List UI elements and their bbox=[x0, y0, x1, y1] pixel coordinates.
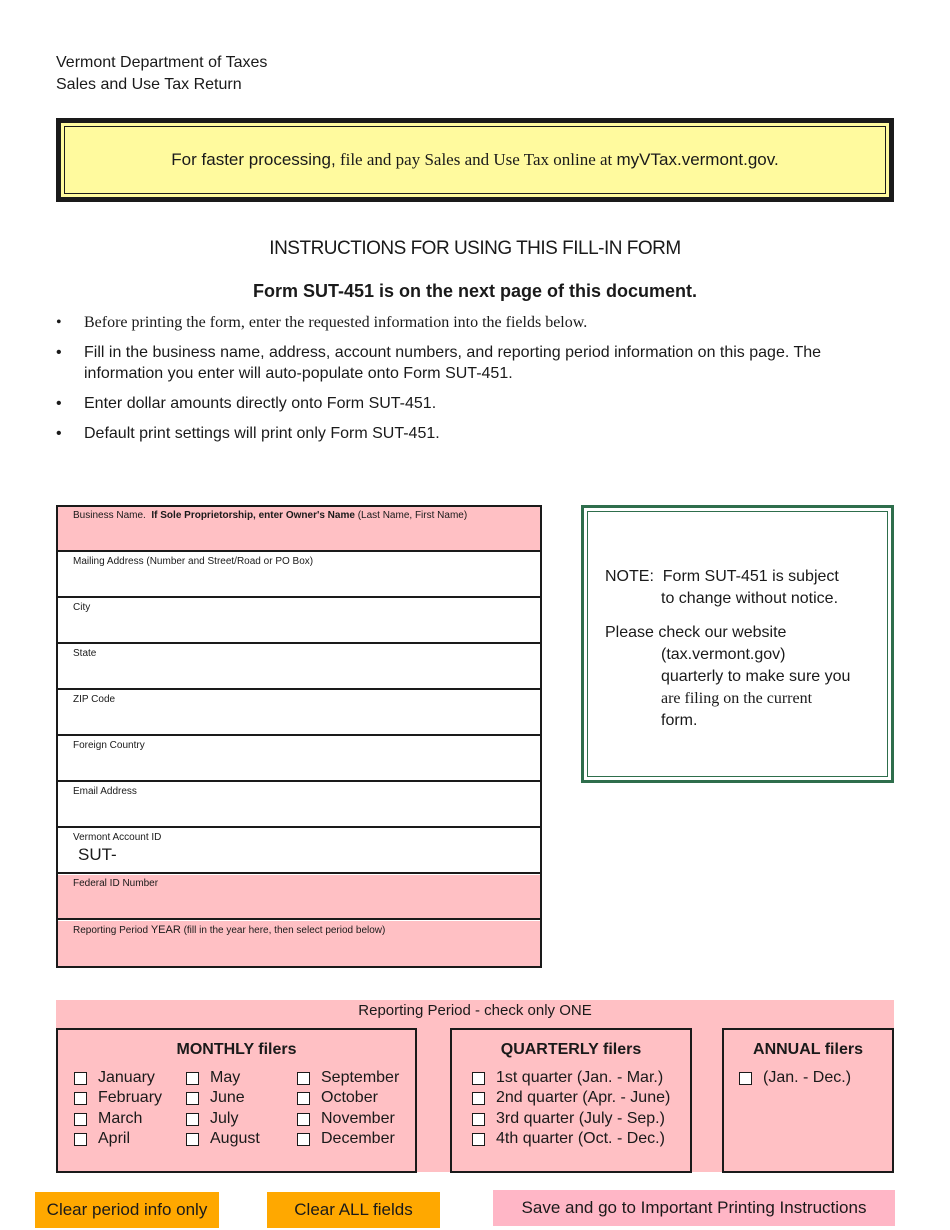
foreign-country-input[interactable] bbox=[73, 753, 534, 779]
city-field[interactable] bbox=[58, 599, 540, 644]
annual-filers-box bbox=[722, 1028, 894, 1173]
zip-field[interactable] bbox=[58, 691, 540, 736]
checkbox-quarter-2[interactable]: 2nd quarter (Apr. - June) bbox=[472, 1088, 670, 1108]
list-item: • Fill in the business name, address, account numbers, and reporting period information on this page. The information you enter will auto-populate onto Form SUT-451. bbox=[56, 344, 822, 382]
reporting-period-heading: Reporting Period - check only ONE bbox=[56, 1000, 894, 1026]
business-info-fields bbox=[56, 505, 542, 968]
checkbox-march[interactable]: March bbox=[74, 1109, 142, 1129]
foreign-country-field[interactable] bbox=[58, 737, 540, 782]
instructions-subtitle: Form SUT-451 is on the next page of this document. bbox=[252, 281, 698, 301]
list-item: • Default print settings will print only Form SUT-451. bbox=[56, 425, 440, 442]
bullet-icon: • bbox=[56, 425, 62, 442]
checkbox-quarter-1[interactable]: 1st quarter (Jan. - Mar.) bbox=[472, 1068, 663, 1088]
checkbox-november[interactable]: November bbox=[297, 1109, 395, 1129]
monthly-filers-box bbox=[56, 1028, 417, 1173]
business-name-label: Business Name. If Sole Proprietorship, enter Owner's Name (Last Name, First Name) bbox=[73, 510, 468, 521]
checkbox-icon[interactable] bbox=[74, 1092, 87, 1105]
checkbox-quarter-4[interactable]: 4th quarter (Oct. - Dec.) bbox=[472, 1129, 665, 1149]
save-print-instructions-button[interactable]: Save and go to Important Printing Instructions bbox=[493, 1190, 895, 1226]
checkbox-icon[interactable] bbox=[739, 1072, 752, 1085]
reporting-year-label: Reporting Period YEAR (fill in the year here, then select period below) bbox=[73, 924, 386, 936]
checkbox-icon[interactable] bbox=[297, 1133, 310, 1146]
checkbox-icon[interactable] bbox=[472, 1092, 485, 1105]
checkbox-june[interactable]: June bbox=[186, 1088, 245, 1108]
checkbox-icon[interactable] bbox=[74, 1113, 87, 1126]
instructions-title: INSTRUCTIONS FOR USING THIS FILL-IN FORM bbox=[269, 238, 681, 259]
checkbox-may[interactable]: May bbox=[186, 1068, 240, 1088]
vermont-account-label: Vermont Account ID bbox=[73, 832, 162, 843]
checkbox-quarter-3[interactable]: 3rd quarter (July - Sep.) bbox=[472, 1109, 665, 1129]
quarterly-filers-box bbox=[450, 1028, 692, 1173]
note-box bbox=[581, 505, 894, 783]
checkbox-september[interactable]: September bbox=[297, 1068, 399, 1088]
state-label: State bbox=[73, 648, 97, 659]
vermont-account-prefix: SUT- bbox=[78, 845, 117, 864]
online-filing-banner bbox=[56, 118, 894, 202]
foreign-country-label: Foreign Country bbox=[73, 740, 145, 751]
checkbox-october[interactable]: October bbox=[297, 1088, 378, 1108]
checkbox-annual[interactable]: (Jan. - Dec.) bbox=[739, 1068, 851, 1088]
checkbox-icon[interactable] bbox=[297, 1072, 310, 1085]
note-lead: NOTE: bbox=[605, 568, 654, 585]
checkbox-icon[interactable] bbox=[472, 1113, 485, 1126]
bullet-icon: • bbox=[56, 314, 62, 331]
email-label: Email Address bbox=[73, 786, 137, 797]
website-link[interactable]: (tax.vermont.gov) bbox=[661, 646, 786, 663]
monthly-filers-title: MONTHLY filers bbox=[176, 1041, 297, 1058]
clear-period-button[interactable]: Clear period info only bbox=[35, 1192, 219, 1228]
checkbox-icon[interactable] bbox=[297, 1113, 310, 1126]
zip-input[interactable] bbox=[73, 707, 534, 733]
checkbox-icon[interactable] bbox=[472, 1072, 485, 1085]
reporting-year-field[interactable] bbox=[58, 921, 540, 966]
city-input[interactable] bbox=[73, 615, 534, 641]
checkbox-january[interactable]: January bbox=[74, 1068, 155, 1088]
banner-website-link[interactable]: myVTax.vermont.gov. bbox=[616, 150, 779, 169]
city-label: City bbox=[73, 602, 91, 613]
banner-text-2: file and pay Sales and Use Tax online at bbox=[335, 150, 617, 169]
federal-id-field[interactable] bbox=[58, 875, 540, 920]
mailing-address-input[interactable] bbox=[73, 569, 534, 595]
form-name: Sales and Use Tax Return bbox=[56, 76, 242, 93]
mailing-address-label: Mailing Address (Number and Street/Road or PO Box) bbox=[73, 556, 314, 567]
checkbox-icon[interactable] bbox=[74, 1133, 87, 1146]
checkbox-icon[interactable] bbox=[186, 1113, 199, 1126]
checkbox-july[interactable]: July bbox=[186, 1109, 238, 1129]
list-item: • Before printing the form, enter the requested information into the fields below. bbox=[56, 314, 588, 331]
checkbox-icon[interactable] bbox=[186, 1072, 199, 1085]
annual-filers-title: ANNUAL filers bbox=[753, 1041, 863, 1058]
zip-label: ZIP Code bbox=[73, 694, 116, 705]
department-name: Vermont Department of Taxes bbox=[56, 54, 268, 71]
banner-inner bbox=[64, 126, 886, 194]
checkbox-icon[interactable] bbox=[186, 1133, 199, 1146]
bullet-icon: • bbox=[56, 344, 62, 361]
checkbox-icon[interactable] bbox=[472, 1133, 485, 1146]
header bbox=[56, 52, 267, 96]
checkbox-august[interactable]: August bbox=[186, 1129, 260, 1149]
checkbox-april[interactable]: April bbox=[74, 1129, 130, 1149]
checkbox-icon[interactable] bbox=[186, 1092, 199, 1105]
business-name-input[interactable] bbox=[73, 523, 534, 549]
checkbox-february[interactable]: February bbox=[74, 1088, 162, 1108]
checkbox-icon[interactable] bbox=[297, 1092, 310, 1105]
reporting-year-input[interactable] bbox=[73, 937, 534, 963]
list-item: • Enter dollar amounts directly onto Form SUT-451. bbox=[56, 395, 437, 412]
email-field[interactable] bbox=[58, 783, 540, 828]
vermont-account-input[interactable] bbox=[120, 845, 534, 871]
checkbox-icon[interactable] bbox=[74, 1072, 87, 1085]
mailing-address-field[interactable] bbox=[58, 553, 540, 598]
vermont-account-field[interactable] bbox=[58, 829, 540, 874]
note-text: NOTE: Form SUT-451 is subject to change without notice. Please check our website (tax.vermont.gov) quarterly to make sure you are filing on the current form. bbox=[605, 568, 851, 729]
state-input[interactable] bbox=[73, 661, 534, 687]
email-input[interactable] bbox=[73, 799, 534, 825]
state-field[interactable] bbox=[58, 645, 540, 690]
banner-text-1: For faster processing, bbox=[171, 150, 336, 169]
federal-id-input[interactable] bbox=[73, 891, 534, 917]
quarterly-filers-title: QUARTERLY filers bbox=[500, 1041, 642, 1058]
clear-all-button[interactable]: Clear ALL fields bbox=[267, 1192, 440, 1228]
checkbox-december[interactable]: December bbox=[297, 1129, 395, 1149]
bullet-icon: • bbox=[56, 395, 62, 412]
federal-id-label: Federal ID Number bbox=[73, 878, 159, 889]
instructions-list bbox=[56, 312, 886, 453]
business-name-field[interactable] bbox=[58, 507, 540, 552]
